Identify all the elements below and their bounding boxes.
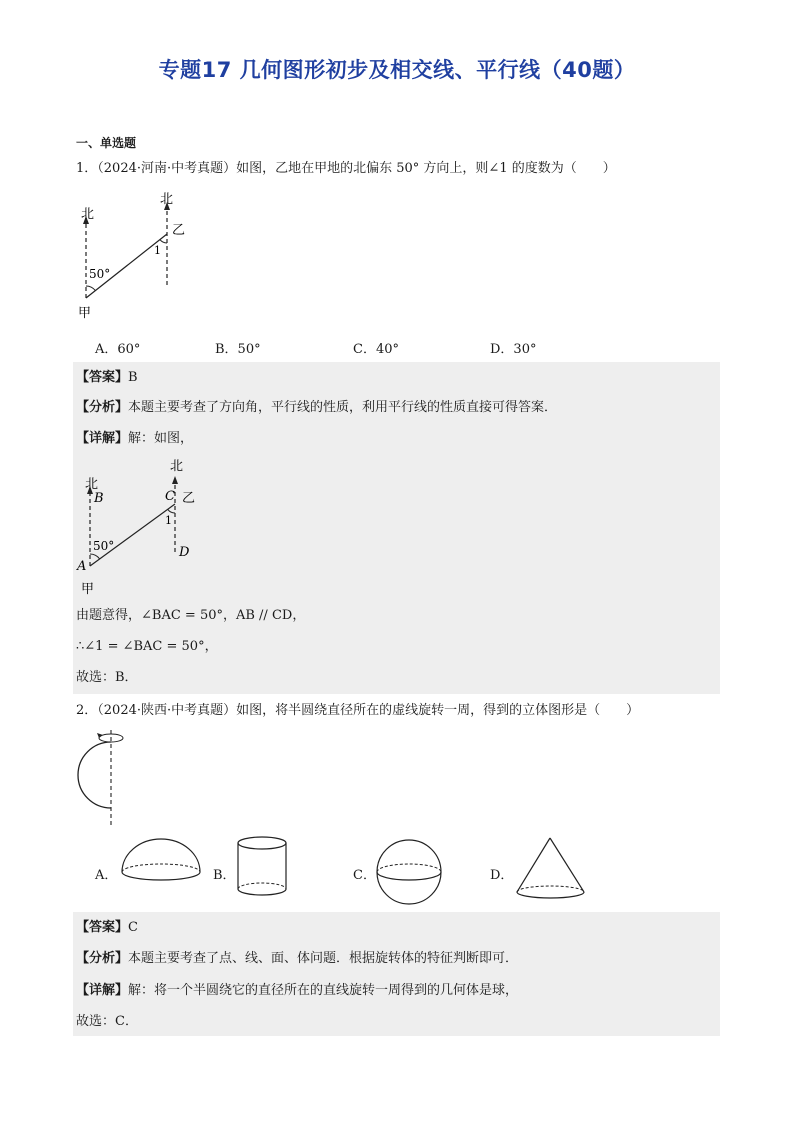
angle-label: 50° bbox=[89, 267, 111, 281]
point-jia-label: 甲 bbox=[81, 582, 95, 597]
angle-1-label: 1 bbox=[154, 244, 161, 257]
analysis-line: 【分析】本题主要考查了点、线、面、体问题．根据旋转体的特征判断即可． bbox=[76, 951, 519, 966]
north-label: 北 bbox=[170, 459, 184, 474]
option-d: D．30° bbox=[490, 342, 537, 357]
analysis-line: 【分析】本题主要考查了方向角，平行线的性质，利用平行线的性质直接可得答案． bbox=[76, 400, 558, 415]
section-heading: 一、单选题 bbox=[76, 136, 137, 150]
question-1-stem: 1．（2024·河南·中考真题）如图，乙地在甲地的北偏东 50° 方向上，则∠1 的度数为（ ） bbox=[76, 161, 616, 176]
solution-panel-2 bbox=[73, 912, 720, 1036]
angle-1-label: 1 bbox=[165, 514, 172, 527]
option-a: A． bbox=[95, 868, 118, 883]
page-title: 专题17 几何图形初步及相交线、平行线（40题） bbox=[158, 58, 636, 82]
answer-line: 【答案】B bbox=[76, 370, 138, 385]
answer-line: 【答案】C bbox=[76, 920, 138, 935]
question-2-figure bbox=[72, 728, 132, 830]
conclusion-line: 故选：B． bbox=[76, 670, 138, 685]
detail-line: 【详解】解：将一个半圆绕它的直径所在的直线旋转一周得到的几何体是球， bbox=[76, 983, 519, 998]
option-b: B．50° bbox=[215, 342, 261, 357]
north-label: 北 bbox=[81, 207, 95, 222]
point-d-label: D bbox=[179, 545, 190, 560]
detail-line: 【详解】解：如图， bbox=[76, 431, 194, 446]
question-1-figure bbox=[70, 186, 210, 326]
north-label: 北 bbox=[85, 477, 99, 492]
conclusion-line: 故选：C． bbox=[76, 1014, 138, 1029]
solution-line-2: ∴∠1 = ∠BAC = 50°， bbox=[76, 639, 218, 654]
option-d: D． bbox=[490, 868, 514, 883]
hemisphere-icon bbox=[118, 838, 204, 888]
north-label: 北 bbox=[160, 192, 174, 207]
option-b: B． bbox=[213, 868, 236, 883]
question-2-stem: 2．（2024·陕西·中考真题）如图，将半圆绕直径所在的虚线旋转一周，得到的立体图形是（ ） bbox=[76, 703, 640, 718]
point-yi-label: 乙 bbox=[172, 223, 186, 238]
point-c-label: C bbox=[165, 489, 175, 504]
solution-1-figure bbox=[72, 452, 212, 602]
cylinder-icon bbox=[234, 834, 294, 898]
point-a-label: A bbox=[77, 559, 87, 574]
option-c: C．40° bbox=[353, 342, 399, 357]
sphere-icon bbox=[374, 836, 446, 908]
point-yi-label: 乙 bbox=[182, 491, 196, 506]
option-c: C． bbox=[353, 868, 376, 883]
point-jia-label: 甲 bbox=[78, 306, 92, 321]
cone-icon bbox=[513, 836, 589, 902]
solution-line-1: 由题意得，∠BAC = 50°，AB // CD， bbox=[76, 608, 306, 623]
point-b-label: B bbox=[94, 491, 104, 506]
angle-label: 50° bbox=[93, 539, 115, 553]
option-a: A．60° bbox=[95, 342, 141, 357]
